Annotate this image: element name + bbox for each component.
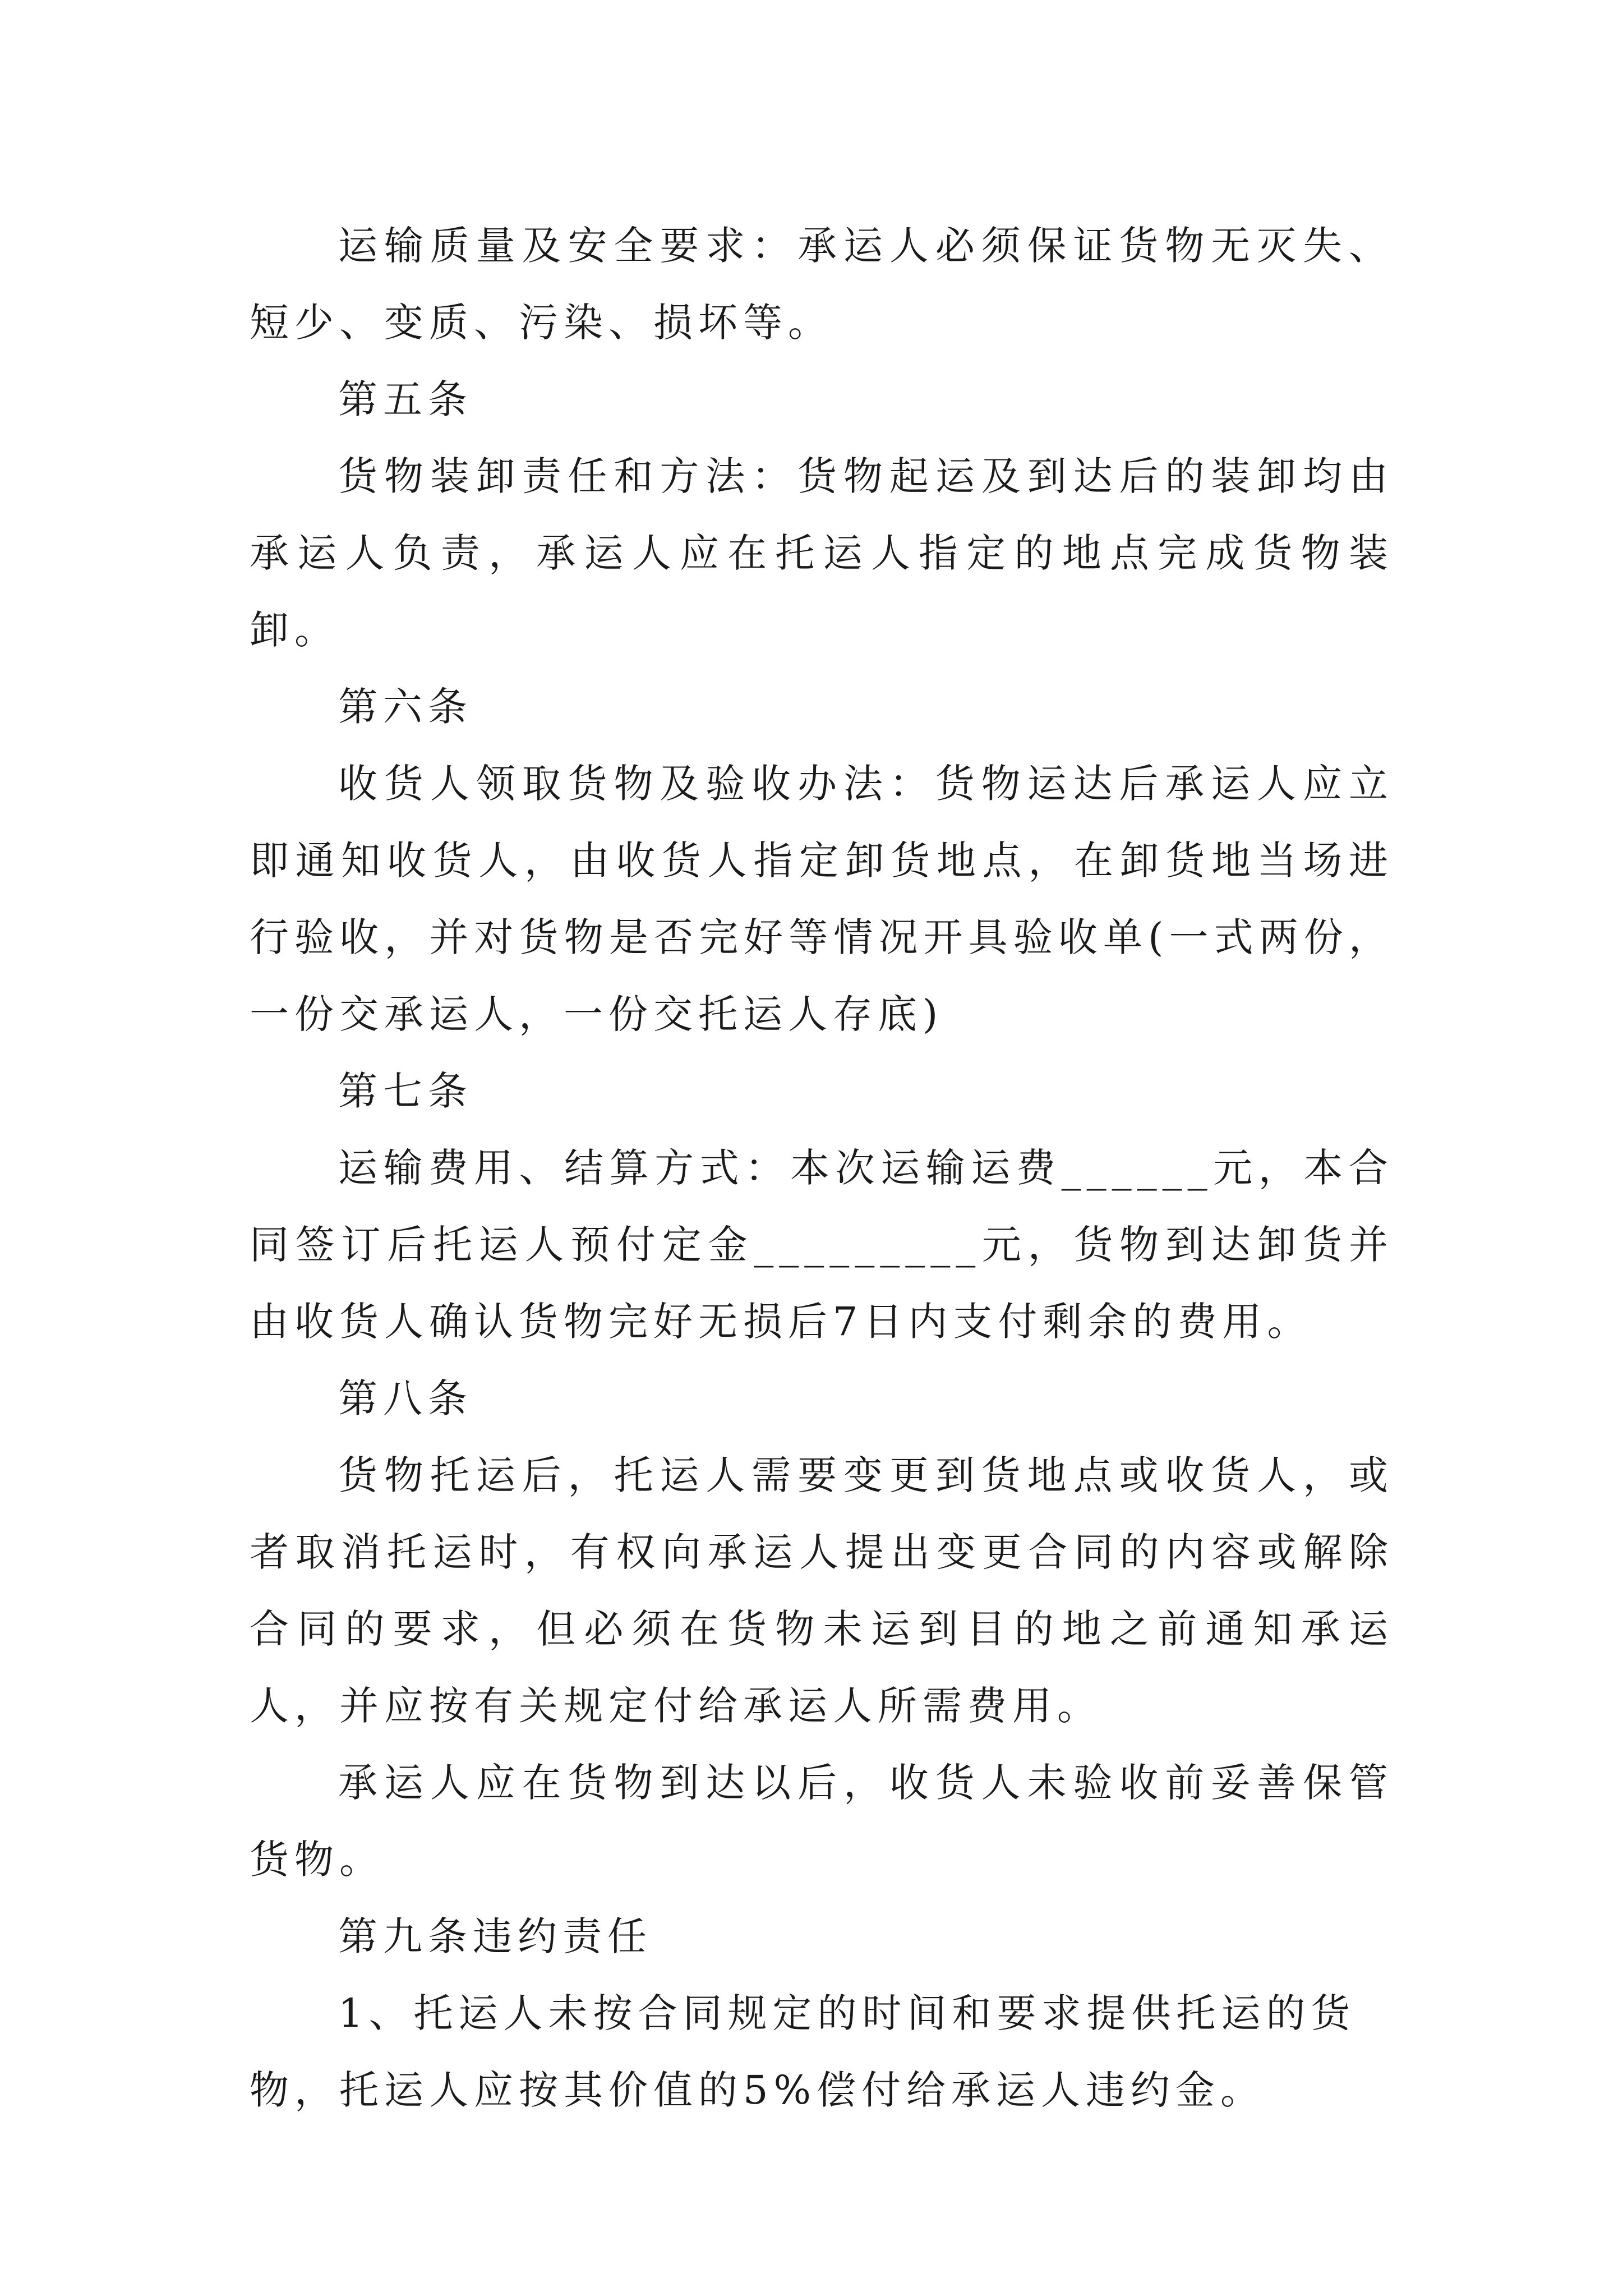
article-9-heading: 第九条违约责任	[338, 1913, 652, 1959]
paragraph-loading-responsibility: 货物装卸责任和方法：货物起运及到达后的装卸均由承运人负责，承运人应在托运人指定的地点完成货物装卸。	[250, 453, 1394, 653]
paragraph-fees-settlement: 运输费用、结算方式：本次运输运费______元，本合同签订后托运人预付定金_________元，货物到达卸货并由收货人确认货物完好无损后7日内支付剩余的费用。	[250, 1145, 1394, 1345]
article-7-heading: 第七条	[338, 1068, 473, 1114]
document-body	[250, 208, 1394, 2129]
paragraph-transport-quality: 运输质量及安全要求：承运人必须保证货物无灭失、短少、变质、污染、损坏等。	[250, 223, 1394, 346]
article-5-heading: 第五条	[338, 376, 473, 422]
paragraph-breach-clause-1: 1、托运人未按合同规定的时间和要求提供托运的货物，托运人应按其价值的5%偿付给承运人违约金。	[250, 1990, 1356, 2113]
paragraph-change-cancellation: 货物托运后，托运人需要变更到货地点或收货人，或者取消托运时，有权向承运人提出变更合同的内容或解除合同的要求，但必须在货物未运到目的地之前通知承运人，并应按有关规定付给承运人所需费用。	[250, 1452, 1394, 1729]
article-8-heading: 第八条	[338, 1375, 473, 1421]
paragraph-receipt-inspection: 收货人领取货物及验收办法：货物运达后承运人应立即通知收货人，由收货人指定卸货地点，在卸货地当场进行验收，并对货物是否完好等情况开具验收单(一式两份，一份交承运人，一份交托运人存底)	[250, 761, 1394, 1037]
article-6-heading: 第六条	[338, 684, 473, 730]
paragraph-safekeeping: 承运人应在货物到达以后，收货人未验收前妥善保管货物。	[250, 1760, 1394, 1883]
